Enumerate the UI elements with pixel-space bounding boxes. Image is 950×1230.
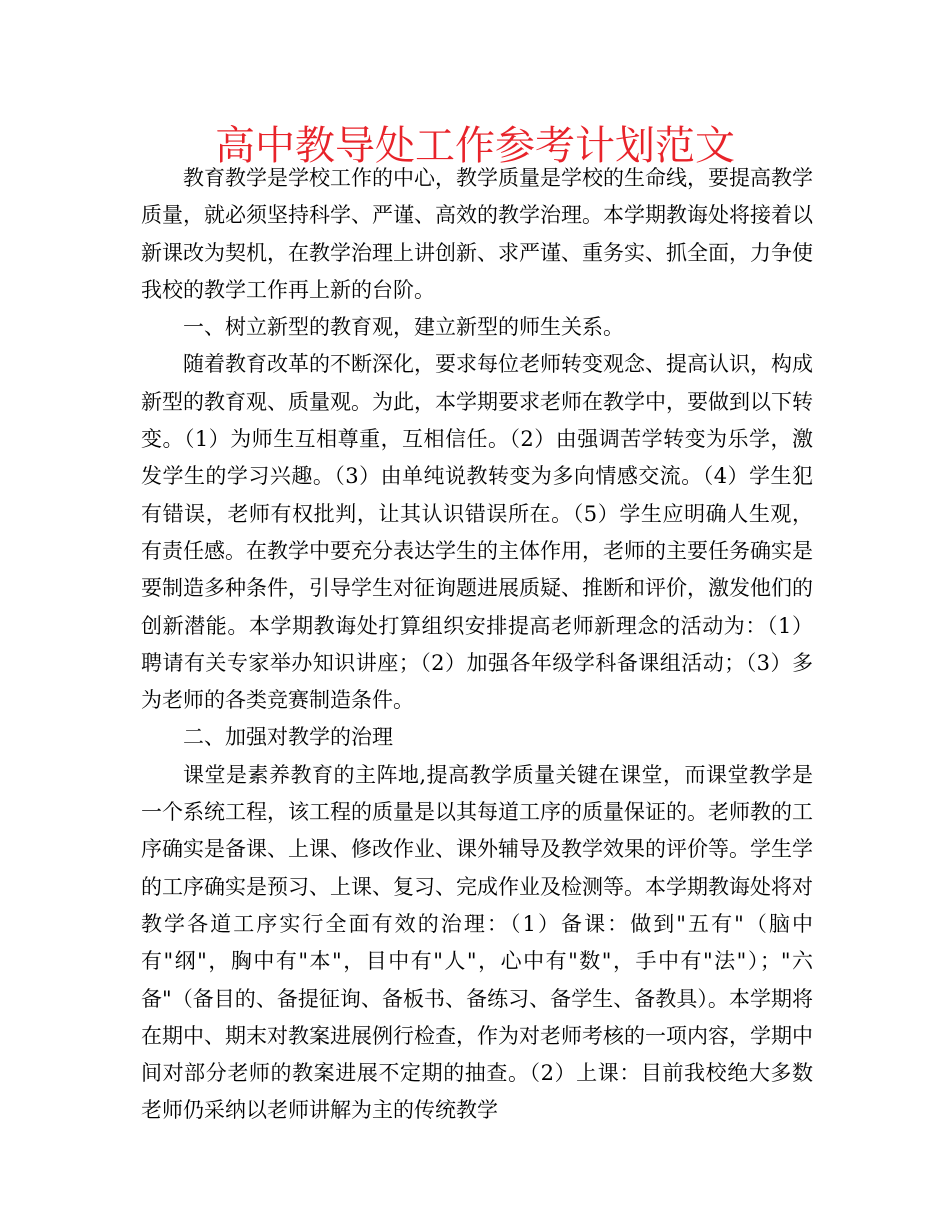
document-title: 高中教导处工作参考计划范文	[215, 123, 735, 169]
document-body	[141, 160, 813, 1130]
paragraph-section-2: 课堂是素养教育的主阵地,提高教学质量关键在课堂，而课堂教学是一个系统工程，该工程的质量是以其每道工序的质量保证的。老师教的工序确实是备课、上课、修改作业、课外辅导及教学效果的评价等。学生学的工序确实是预习、上课、复习、完成作业及检测等。本学期教诲处将对教学各道工序实行全面有效的治理：（1）备课：做到"五有"（脑中有"纲"，胸中有"本"，目中有"人"，心中有"数"，手中有"法"）；"六备"（备目的、备提征询、备板书、备练习、备学生、备教具）。本学期将在期中、期末对教案进展例行检查，作为对老师考核的一项内容，学期中间对部分老师的教案进展不定期的抽查。（2）上课：目前我校绝大多数老师仍采纳以老师讲解为主的传统教学	[141, 762, 813, 1123]
section-heading-1: 一、树立新型的教育观，建立新型的师生关系。	[183, 315, 624, 340]
section-heading-2: 二、加强对教学的治理	[183, 725, 393, 750]
paragraph-section-1: 随着教育改革的不断深化，要求每位老师转变观念、提高认识，构成新型的教育观、质量观。为此，本学期要求老师在教学中，要做到以下转变。（1）为师生互相尊重，互相信任。（2）由强调苦学转变为乐学，激发学生的学习兴趣。（3）由单纯说教转变为多向情感交流。（4）学生犯有错误，老师有权批判，让其认识错误所在。（5）学生应明确人生观，有责任感。在教学中要充分表达学生的主体作用，老师的主要任务确实是要制造多种条件，引导学生对征询题进展质疑、推断和评价，激发他们的创新潜能。本学期教诲处打算组织安排提高老师新理念的活动为：（1）聘请有关专家举办知识讲座；（2）加强各年级学科备课组活动；（3）多为老师的各类竞赛制造条件。	[141, 352, 813, 713]
paragraph-intro: 教育教学是学校工作的中心，教学质量是学校的生命线，要提高教学质量，就必须坚持科学、严谨、高效的教学治理。本学期教诲处将接着以新课改为契机，在教学治理上讲创新、求严谨、重务实、抓全面，力争使我校的教学工作再上新的台阶。	[141, 166, 813, 302]
